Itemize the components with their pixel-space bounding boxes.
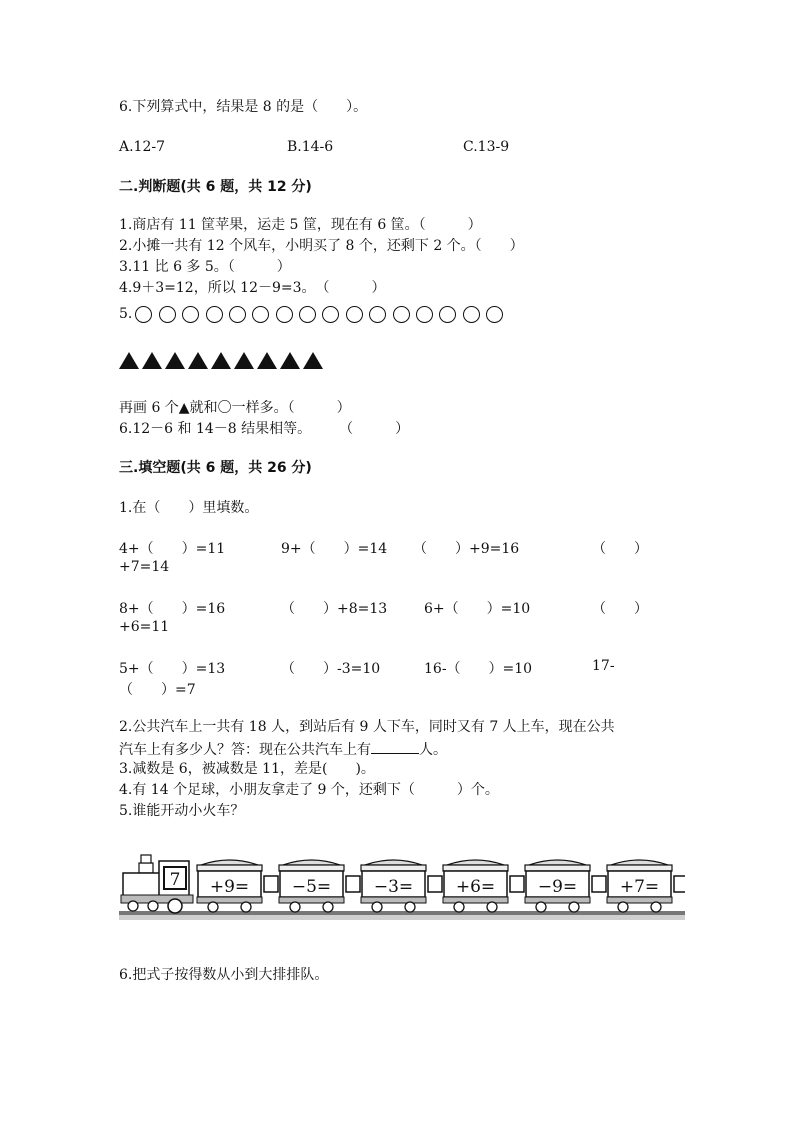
circle-shape (486, 306, 503, 323)
triangle-shape (142, 352, 162, 369)
fill-cell: （ ） (592, 601, 648, 617)
triangle-shape (165, 352, 185, 369)
circle-shape (322, 306, 339, 323)
triangle-shape (234, 352, 254, 369)
circle-shape (346, 306, 363, 323)
fill-q6: 6.把式子按得数从小到大排排队。 (119, 967, 329, 983)
triangle-shape (303, 352, 323, 369)
fill-q3: 3.减数是 6，被减数是 11，差是( )。 (119, 761, 375, 777)
option-a[interactable]: A.12-7 (119, 139, 166, 155)
circle-shape (276, 306, 293, 323)
triangle-shape (280, 352, 300, 369)
fill-cell: （ ）+8=13 (281, 601, 388, 617)
start-number: 7 (169, 870, 181, 890)
train-car-equation: −3= (373, 877, 414, 897)
circle-shape (159, 306, 176, 323)
fill-q2-line1: 2.公共汽车上一共有 18 人，到站后有 9 人下车，同时又有 7 人上车，现在公共 (119, 719, 615, 735)
train-car-equation: −9= (537, 877, 578, 897)
option-b[interactable]: B.14-6 (287, 139, 334, 155)
triangle-shape (211, 352, 231, 369)
fill-cell: 9+（ ）=14 (281, 541, 388, 557)
fill-q2-unit: 人。 (419, 742, 447, 758)
judge-item-5-text: 再画 6 个▲就和〇一样多。（ ） (119, 400, 351, 416)
triangle-row (119, 352, 326, 369)
circle-shape (135, 306, 152, 323)
triangle-shape (119, 352, 139, 369)
train-car (197, 860, 262, 912)
answer-blank[interactable] (371, 739, 419, 754)
train-car-equation: +7= (619, 877, 660, 897)
judge-item-6: 6.12－6 和 14－8 结果相等。 （ ） (119, 421, 410, 437)
train-cars (197, 860, 685, 912)
circle-shape (369, 306, 386, 323)
answer-box[interactable] (592, 876, 606, 892)
judge-item-4: 4.9＋3=12，所以 12－9=3。 （ ） (119, 280, 386, 296)
train-car (361, 860, 426, 912)
triangle-shape (188, 352, 208, 369)
circle-shape (229, 306, 246, 323)
train-car-equation: +9= (209, 877, 250, 897)
triangle-shape (257, 352, 277, 369)
train-car-equation: −5= (291, 877, 332, 897)
answer-box[interactable] (264, 876, 278, 892)
fill-cell: （ ） (592, 541, 648, 557)
answer-box[interactable] (428, 876, 442, 892)
question-6-choice: 6.下列算式中，结果是 8 的是（ ）。 (119, 99, 368, 115)
answer-box[interactable] (346, 876, 360, 892)
judge-item-1: 1.商店有 11 筐苹果，运走 5 筐，现在有 6 筐。（ ） (119, 217, 482, 233)
circle-shape (299, 306, 316, 323)
fill-cell-wrap: （ ）=7 (119, 682, 196, 698)
answer-box[interactable] (674, 876, 685, 892)
train-car (607, 860, 672, 912)
fill-cell: 16-（ ）=10 (424, 661, 533, 677)
fill-q1: 1.在（ ）里填数。 (119, 500, 259, 516)
fill-cell: 8+（ ）=16 (119, 601, 226, 617)
fill-q2-text: 汽车上有多少人？答：现在公共汽车上有 (119, 742, 371, 758)
circle-shape (206, 306, 223, 323)
fill-cell: 6+（ ）=10 (424, 601, 531, 617)
fill-cell: 4+（ ）=11 (119, 541, 226, 557)
fill-cell: （ ）+9=16 (413, 541, 520, 557)
judge-item-3: 3.11 比 6 多 5。（ ） (119, 259, 291, 275)
fill-cell: 17- (592, 658, 615, 674)
circle-shape (439, 306, 456, 323)
circle-shape (416, 306, 433, 323)
option-c[interactable]: C.13-9 (463, 139, 510, 155)
circle-row (119, 303, 510, 325)
ground (119, 915, 685, 920)
fill-cell: 5+（ ）=13 (119, 661, 226, 677)
fill-q5: 5.谁能开动小火车？ (119, 803, 245, 819)
train-car (443, 860, 508, 912)
train-car (279, 860, 344, 912)
answer-box[interactable] (510, 876, 524, 892)
train-illustration (119, 851, 685, 923)
section-3-heading: 三.填空题(共 6 题，共 26 分) (119, 460, 312, 476)
fill-cell: （ ）-3=10 (281, 661, 381, 677)
fill-q2-line2 (119, 739, 447, 759)
train-car-equation: +6= (455, 877, 496, 897)
train-car (525, 860, 590, 912)
circle-shape (252, 306, 269, 323)
track (119, 911, 685, 915)
judge-item-2: 2.小摊一共有 12 个风车，小明买了 8 个，还剩下 2 个。（ ） (119, 238, 524, 254)
circle-group (135, 306, 509, 323)
circle-shape (463, 306, 480, 323)
section-2-heading: 二.判断题(共 6 题，共 12 分) (119, 179, 312, 195)
fill-q4: 4.有 14 个足球，小朋友拿走了 9 个，还剩下（ ）个。 (119, 782, 499, 798)
circle-shape (182, 306, 199, 323)
circle-shape (393, 306, 410, 323)
fill-cell-wrap: +6=11 (119, 619, 170, 635)
fill-cell-wrap: +7=14 (119, 559, 170, 575)
judge-item-5-label: 5. (119, 306, 133, 322)
